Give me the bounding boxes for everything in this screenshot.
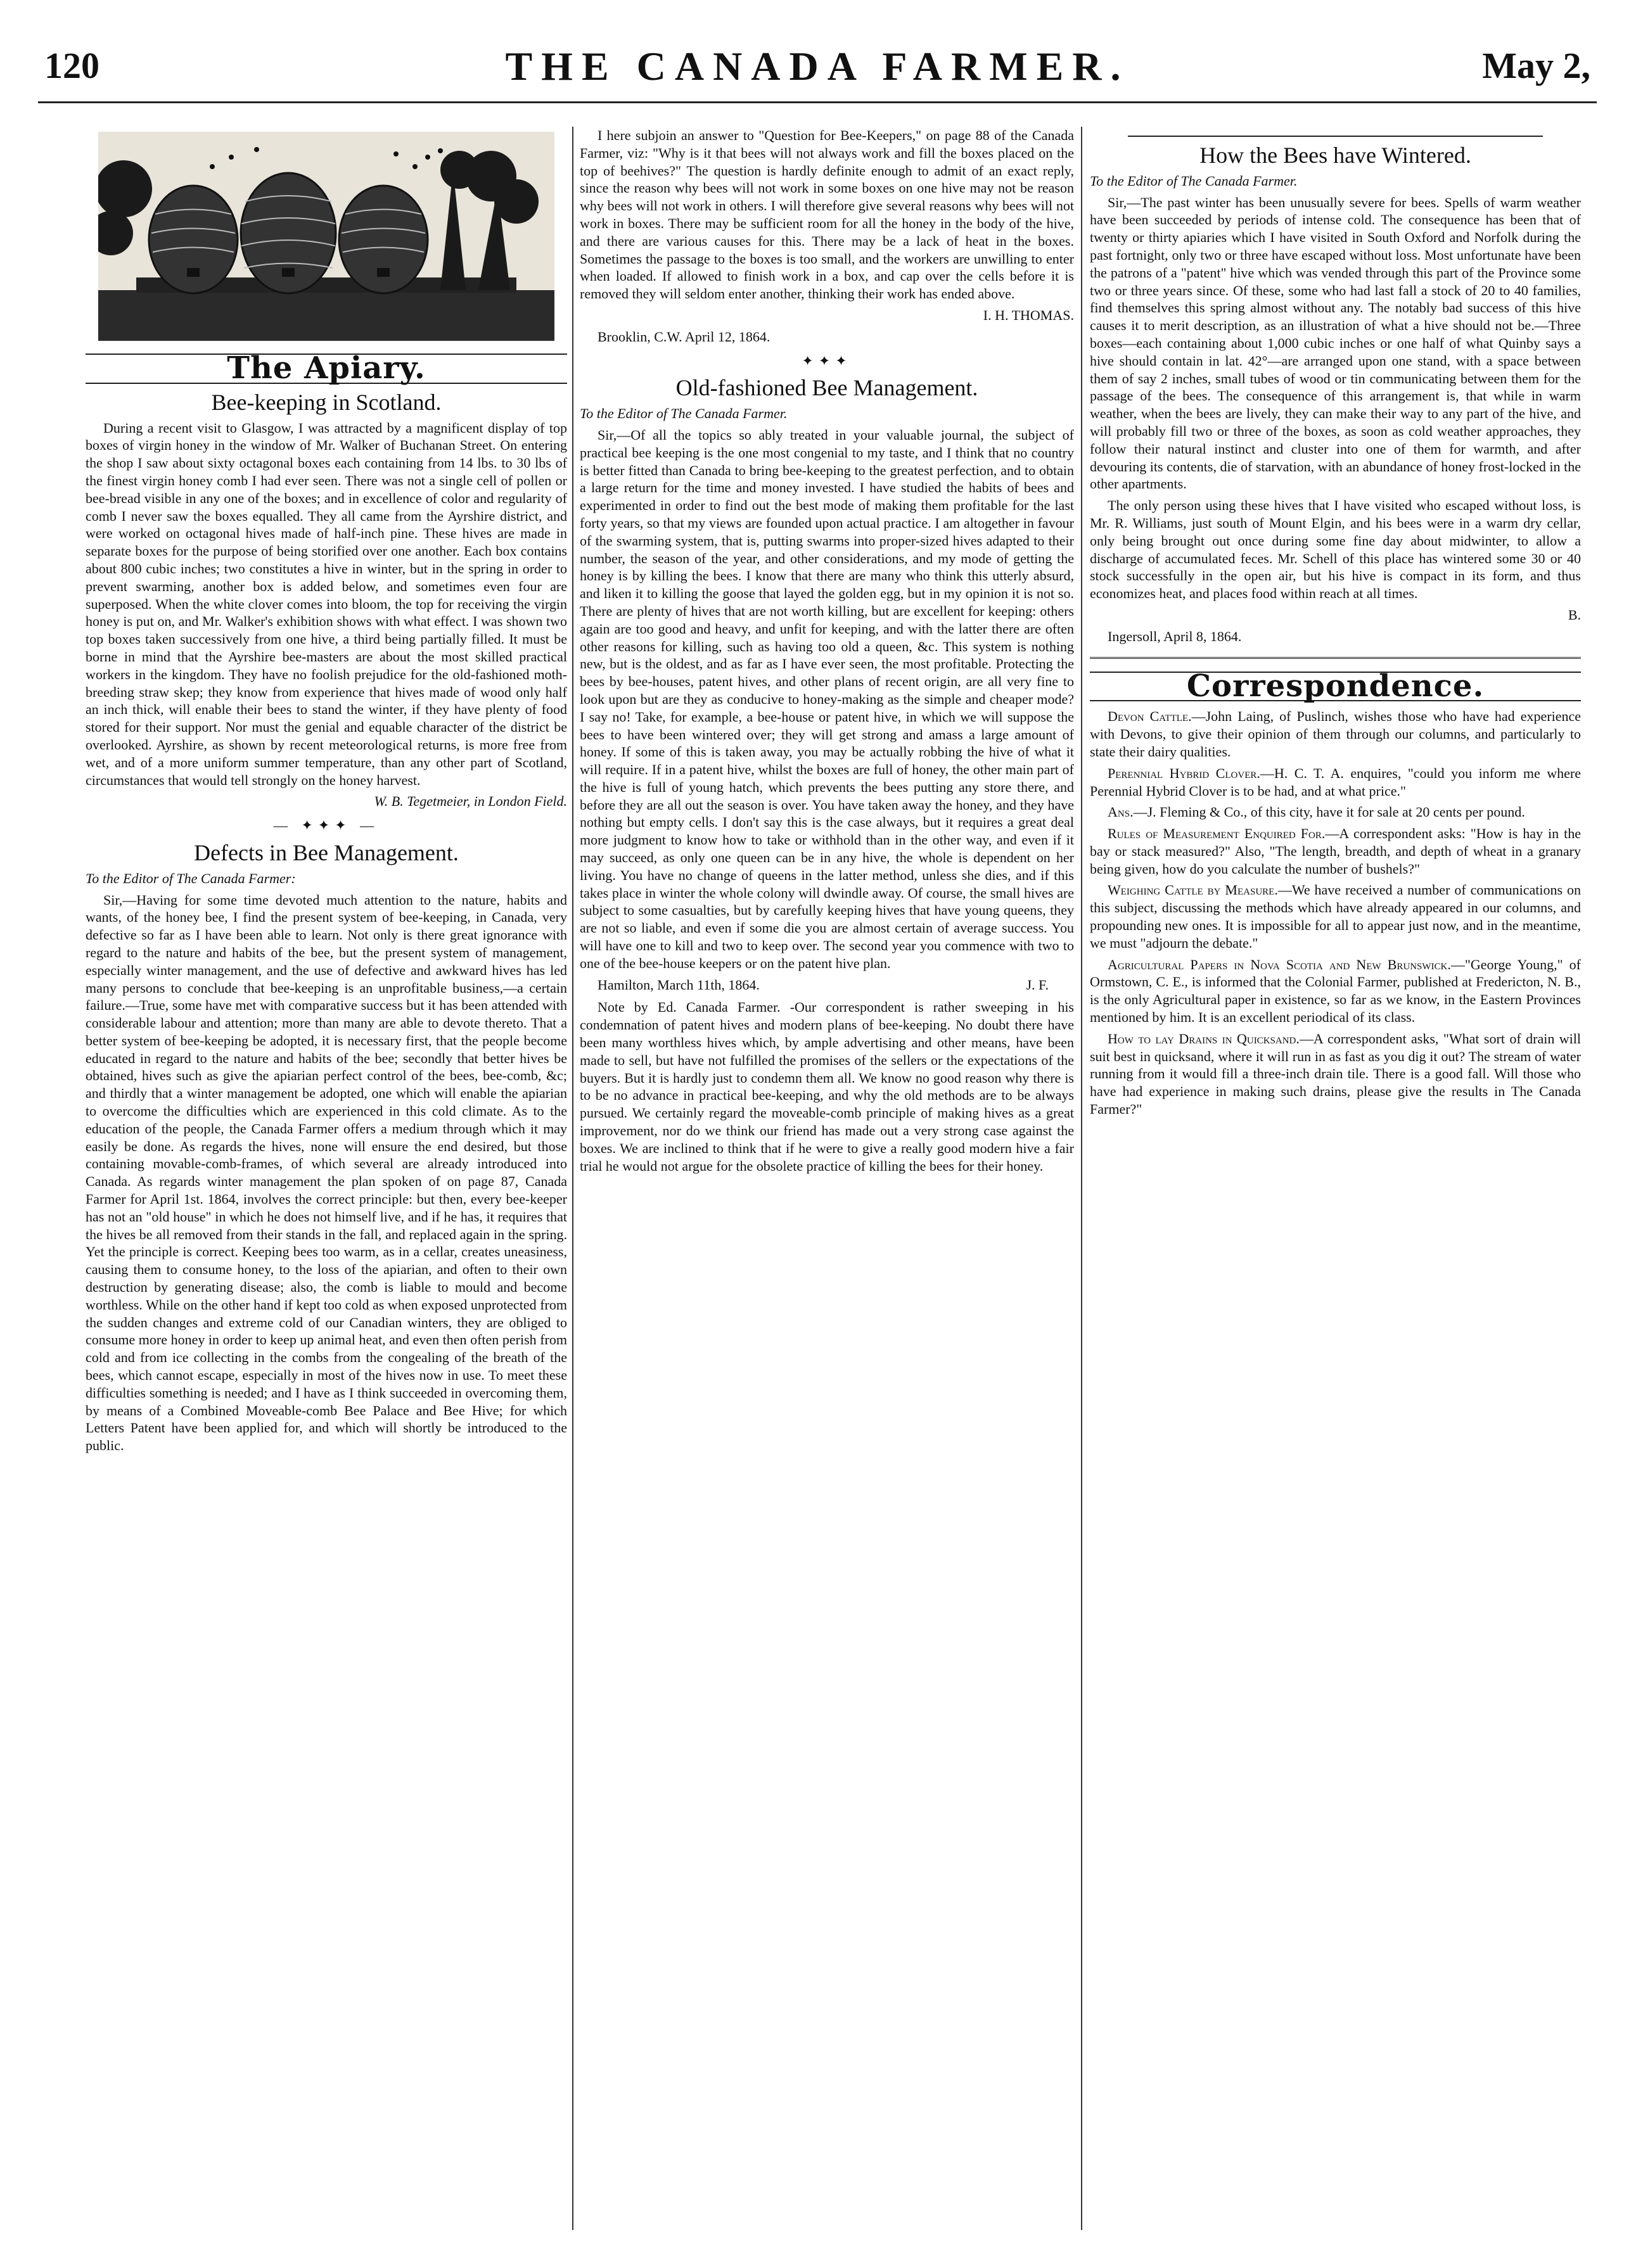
correspondence-lead: Rules of Measurement Enquired For. <box>1108 825 1326 842</box>
correspondence-lead: Agricultural Papers in Nova Scotia and New Brunswick. <box>1108 956 1451 972</box>
correspondence-item <box>1090 825 1581 877</box>
article-body: Sir,—The past winter has been unusually severe for bees. Spells of warm weather have been succeeded by periods of intense cold. The consequence has been that of twenty or thirty apiaries which I have visited in South Oxford and Norfolk during the past fortnight, only two or three have escaped without loss. Most unfortunate have been the patrons of a "patent" hive which was vended through this part of the Province some two or three years since. Of these, some who had last fall a stock of 20 to 40 families, find themselves this spring almost without any. The notably bad success of this hive causes it to merit description, as an illustration of what a hive should not be.—Three boxes—each containing about 1,000 cubic inches or one half of what Quinby says a hive should contain in lat. 42°—are arranged upon one stand, with a space between them of say 2 inches, small tubes of wood or tin communicating between them for the passage of the bees. The consequence of this arrangement is, that while in warm weather, when the bees are lively, they can make their way to any part of the hive, and will probably fill two or three of the boxes, as soon as cold weather approaches, they follow their natural instinct and cluster into one of them for warmth, and after devouring its contents, die of starvation, with an abundance of honey frost-locked in the other apartments. <box>1090 194 1581 492</box>
correspondence-text: —A correspondent asks: "How is hay in the bay or stack measured?" Also, "The length, breadth, and depth of wheat in a granary being given, how do you calculate the number of bushels?" <box>1090 825 1581 877</box>
article-body: I here subjoin an answer to "Question for Bee-Keepers," on page 88 of the Canada Farmer, viz: "Why is it that bees will not always work and fill the boxes placed on the top of beehives?" The question is hardly definite enough to admit of an exact reply, since the reason why bees will not work in some boxes on one hive may not be reason why bees will not work in others. I will therefore give several reasons why bees will not work in boxes. There may be sufficient room for all the honey in the body of the hive, and there are various causes for this. There may be a lack of heat in the boxes. Sometimes the passage to the boxes is too small, and the workers are unwilling to enter when loaded. If allowed to finish work in a box, and cap over the cells before it is removed they will seldom enter another, thinking their work has ended above. <box>580 127 1074 302</box>
section-title-apiary: The Apiary. <box>86 354 567 384</box>
correspondence-item <box>1090 803 1581 821</box>
article-signature: B. <box>1568 606 1581 623</box>
correspondence-text: —A correspondent asks, "What sort of drain will suit best in quicksand, where it will run in as fast as you dig it out? The stream of water running from it would fill a three-inch drain tile. There is a good fall. Will those who have had experience in making such drains, please give the results in The Canada Farmer?" <box>1090 1030 1581 1118</box>
correspondence-text: —We have received a number of communications on this subject, discussing the methods which have already appeared in our columns, and propounding new ones. It is impossible for all to appear just now, and in the meantime, we must "adjourn the debate." <box>1090 882 1581 951</box>
newspaper-title: THE CANADA FARMER. <box>505 44 1130 89</box>
page-number: 120 <box>44 45 99 86</box>
correspondence-lead: Perennial Hybrid Clover. <box>1108 765 1260 781</box>
ornament-divider: — ✦✦✦ — <box>273 817 380 834</box>
salutation: To the Editor of The Canada Farmer. <box>1090 172 1298 189</box>
article-signature: I. H. THOMAS. <box>983 307 1074 323</box>
headline-old-fashioned: Old-fashioned Bee Management. <box>675 375 978 401</box>
article-body: The only person using these hives that I have visited who escaped without loss, is Mr. R. Williams, just south of Mount Elgin, and his bees were in a warm dry cellar, only being brought out once during some fine day about midwinter, to allow a discharge of accumulated feces. Mr. Schell of this place has wintered some 30 or 40 stock successfully in the open air, but his hive is compact in its form, and thus economizes heat, and places food within reach at all times. <box>1090 497 1581 602</box>
correspondence-item <box>1090 881 1581 952</box>
correspondence-lead: How to lay Drains in Quicksand. <box>1108 1030 1300 1047</box>
correspondence-item <box>1090 956 1581 1026</box>
article-body: During a recent visit to Glasgow, I was attracted by a magnificent display of top boxes of virgin honey in the window of Mr. Walker of Buchanan Street. On entering the shop I saw about sixty octagonal boxes each containing from 14 lbs. to 30 lbs of the finest virgin honey comb I had ever seen. There was not a single cell of pollen or bee-bread visible in any one of the boxes; and in excellence of color and regularity of comb I never saw the boxes equalled. They all came from the Ayrshire district, and were worked on octagonal hives made of half-inch pine. These hives are made in separate boxes for the purpose of being storified over one another. Each box contains about 800 cubic inches; two constitutes a hive in winter, but in the spring in order to prevent swarming, another box is added below, and sometimes even four are superposed. When the white clover comes into bloom, the top for receiving the virgin honey is put on, and Mr. Walker's exhibition shows with what effect. I was shown two top boxes taken successively from one hive, a third being partially filled. It must be borne in mind that the Ayrshire bee-masters are about the most skilled practical workers in the kingdom. They have no foolish prejudice for the old-fashioned moth-breeding straw skep; they know from experience that hives made of wood only half an inch thick, will enable their bees to stand the winter, if they have plenty of food stored for their support. Nor must the genial and equable character of the district be overlooked. Ayrshire, as shown by recent meteorological returns, is more free from wet, and of a more uniform summer temperature, than any other part of Scotland, circumstances that would tell strongly on the honey harvest. <box>86 419 567 788</box>
masthead <box>38 25 1597 103</box>
column-3 <box>1090 127 1581 2236</box>
correspondence-text: —J. Fleming & Co., of this city, have it for sale at 20 cents per pound. <box>1133 804 1525 820</box>
rule <box>1090 657 1581 659</box>
article-signature: J. F. <box>1026 976 1049 993</box>
ornament-divider: ✦✦✦ <box>802 352 852 369</box>
issue-date: May 2, <box>1482 45 1590 86</box>
beehive-engraving <box>98 132 554 341</box>
salutation: To the Editor of The Canada Farmer: <box>86 870 296 886</box>
correspondence-text: —John Laing, of Puslinch, wishes those who have had experience with Devons, to give their opinion of them through our columns, and particularly to state their dairy qualities. <box>1090 708 1581 760</box>
article-dateline: Hamilton, March 11th, 1864. <box>598 976 760 993</box>
column-rule <box>572 127 573 2230</box>
column-rule <box>1081 127 1082 2230</box>
editor-note: Note by Ed. Canada Farmer. -Our correspondent is rather sweeping in his condemnation of patent hives and modern plans of bee-keeping. No doubt there have been many worthless hives which, by ample advertising and other means, have been made to sell, but have not fulfilled the promises of the sellers or the expectations of the buyers. But it is hardly just to condemn them all. We know no good reason why there is to be no advance in practical bee-keeping, and why the old methods are to be always pursued. We certainly regard the moveable-comb principle of making hives as a great improvement, nor do we think our friend has made out a very strong case against the boxes. We are inclined to think that if he were to give a really good modern hive a fair trial he would not argue for the obsolete practice of killing the bees for their honey. <box>580 999 1074 1174</box>
column-2 <box>580 127 1074 2236</box>
salutation: To the Editor of The Canada Farmer. <box>580 405 788 422</box>
rule <box>1128 136 1543 137</box>
headline-bee-keeping-scotland: Bee-keeping in Scotland. <box>211 389 442 415</box>
article-dateline: Ingersoll, April 8, 1864. <box>1108 628 1242 644</box>
correspondence-item <box>1090 765 1581 800</box>
article-dateline: Brooklin, C.W. April 12, 1864. <box>598 328 770 345</box>
beehive-woodcut-illustration <box>98 132 554 341</box>
headline-bees-wintered: How the Bees have Wintered. <box>1199 143 1471 168</box>
correspondence-lead: Weighing Cattle by Measure. <box>1108 882 1278 898</box>
dateline-row <box>580 976 1074 994</box>
section-title-correspondence: Correspondence. <box>1090 672 1581 702</box>
column-1 <box>86 127 567 2236</box>
correspondence-item <box>1090 1030 1581 1118</box>
article-body: Sir,—Having for some time devoted much attention to the nature, habits and wants, of the honey bee, I find the present system of bee-keeping, in Canada, very defective so far as I have been able to learn. Not only is there great ignorance with regard to the nature and habits of the bee, but the present system of management, especially winter management, and the use of defective and awkward hives has led many persons to conclude that bee-keeping is an unprofitable business,—a certain failure.—True, some have met with comparative success but it has been attended with considerable labour and attention; more than many are able to devote thereto. That a better system of bee-keeping be adopted, it is necessary first, that the people become educated in regard to the nature and habits of the bee; secondly that better hives be obtained, hives such as give the apiarian perfect control of the bees, bee-comb, &c; and thirdly that a winter management be adopted, one which will enable the apiarian to overcome the difficulties which are experienced in this cold climate. As to the education of the people, the Canada Farmer offers a medium through which it may easily be done. As regards the hives, none will ensure the end desired, but those containing movable-comb-frames, of which several are already introduced into Canada. As regards winter management the plan spoken of on page 87, Canada Farmer for April 1st. 1864, involves the correct principle: but then, every bee-keeper has not an "old house" in which he does not himself live, and if he has, it requires that the hives be all removed from their stands in the fall, and replaced again in the spring. Yet the principle is correct. Keeping bees too warm, as in a cellar, creates uneasiness, causing them to consume honey, to the loss of the apiarian, and often to their own destruction by generating disease; also, the comb is liable to mould and become worthless. While on the other hand if kept too cold as when exposed unprotected from the sudden changes and extreme cold of our Canadian winters, they are obliged to consume more honey in order to keep up animal heat, and even then often perish from cold and from ice collecting in the combs from the congealing of the breath of the bees, which cannot escape, especially in most of the hives now in use. To meet these difficulties something is needed; and I have as I think succeeded in overcoming them, by means of a Combined Moveable-comb Bee Palace and Bee Hive; for which Letters Patent have been applied for, and which will shortly be introduced to the public. <box>86 891 567 1454</box>
correspondence-item <box>1090 708 1581 760</box>
article-body: Sir,—Of all the topics so ably treated in your valuable journal, the subject of practical bee keeping is the one most congenial to my taste, and I think that no country is better fitted than Canada to bring bee-keeping to the greatest perfection, and to obtain a large return for the time and money invested. I have studied the habits of bees and experimented in order to find out the best mode of making them profitable for the last forty years, so that my views are founded upon actual practice. I am altogether in favour of the swarming system, that is, putting swarms into proper-sized hives adapted to their number, the season of the year, and other considerations, and my mode of getting the honey is by killing the bees. I know that there are many who think this utterly absurd, and liken it to killing the goose that layed the golden egg, but in my opinion it is not so. There are plenty of hives that are not worth killing, but are excellent for keeping: others again are too good and heavy, and unfit for keeping, and with the latter there are often other reasons for killing, such as having too old a queen, &c. This system is nothing new, but is the oldest, and as far as I have ever seen, the most profitable. Protecting the bees by bee-houses, patent hives, and other plans of recent origin, are all very fine to look upon but are they as conducive to honey-making as the simple and cheaper mode? I say no! Take, for example, a bee-house or patent hive, in which we will suppose the bees to have been wintered over; they will get strong and amass a large amount of honey. If some of this is taken away, you may be actually robbing the hive of what it will require. If in a patent hive, whilst the boxes are full of honey, the other main part of the hive is full of young hatch, which prevents the bees putting any store there, and before they are all out the season is over. You have taken away the honey, and they have nothing but empty cells. I don't say this is the case always, but it requires a great deal more judgment to know how to take or withhold than in the other way, and even if it may succeed, as only one queen can be in any hive, the whole is dependent on her living. You have no change of queens in the latter method, unless she dies, and if this takes place in winter the whole colony will dwindle away. Of course, the small hives are subject to some casualties, but by carefully keeping hives that have young queens, they are not so liable, and even if some die you are almost certain of average success. You will have one to kill and two to keep over. The second year you commence with two to one of the bee-house keepers or on the patent hive plan. <box>580 426 1074 971</box>
correspondence-text: —"George Young," of Ormstown, C. E., is informed that the Colonial Farmer, published at Fredericton, N. B., is the only Agricultural paper in existence, so far as we know, in the Eastern Provinces mentioned by him. It is an excellent periodical of its class. <box>1090 956 1581 1026</box>
correspondence-lead: Ans. <box>1108 804 1134 820</box>
article-signature: W. B. Tegetmeier, in London Field. <box>374 793 567 810</box>
correspondence-lead: Devon Cattle. <box>1108 708 1192 725</box>
headline-defects: Defects in Bee Management. <box>194 839 459 865</box>
correspondence-text: —H. C. T. A. enquires, "could you inform me where Perennial Hybrid Clover is to be had, and at what price." <box>1090 765 1581 799</box>
